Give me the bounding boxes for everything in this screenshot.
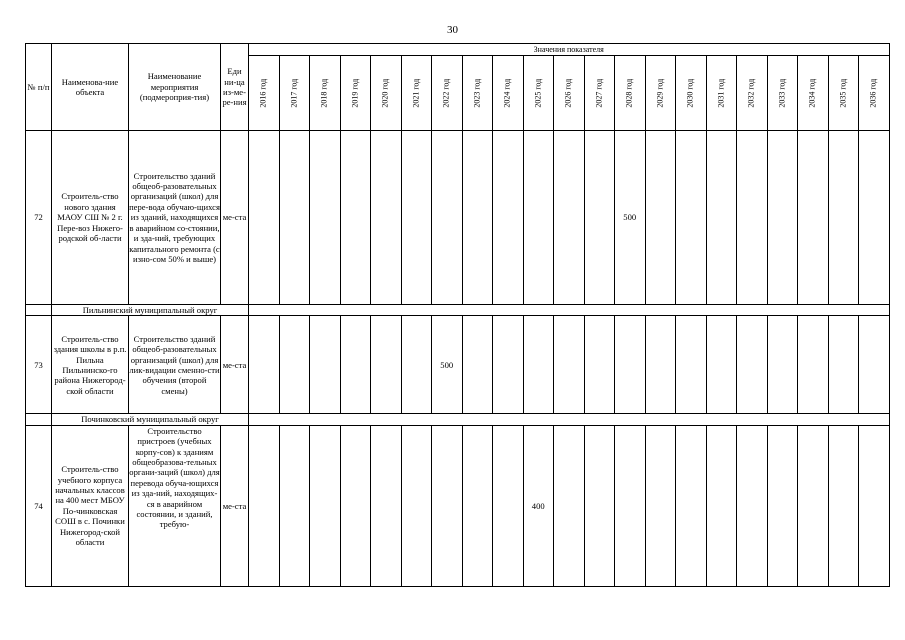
value-cell	[401, 425, 432, 586]
section-values-blank	[249, 414, 890, 425]
header-year-label: 2023 год	[472, 79, 482, 108]
value-cell	[432, 131, 463, 305]
section-values-blank	[249, 305, 890, 316]
value-cell	[279, 316, 310, 414]
value-cell	[523, 316, 554, 414]
value-cell	[615, 425, 646, 586]
row-num: 72	[26, 131, 52, 305]
header-event: Наименование мероприятия (подмероприя-тия)	[129, 44, 221, 131]
header-year-label: 2028 год	[624, 79, 634, 108]
value-cell	[371, 131, 402, 305]
value-cell	[462, 131, 493, 305]
value-cell	[676, 131, 707, 305]
value-cell	[828, 131, 859, 305]
row-object: Строитель-ство здания школы в р.п. Пильна Пильнинско-го района Нижегород-ской области	[52, 316, 129, 414]
header-year	[645, 56, 676, 131]
value-cell	[279, 131, 310, 305]
value-cell	[401, 316, 432, 414]
header-year	[249, 56, 280, 131]
value-cell	[249, 316, 280, 414]
value-cell	[584, 131, 615, 305]
value-cell	[676, 316, 707, 414]
value-cell	[767, 425, 798, 586]
value-cell	[493, 425, 524, 586]
value-cell	[340, 131, 371, 305]
header-year-label: 2019 год	[350, 79, 360, 108]
value-cell	[584, 425, 615, 586]
row-unit: ме-ста	[221, 316, 249, 414]
value-cell	[645, 316, 676, 414]
value-cell	[340, 425, 371, 586]
table-row	[26, 131, 890, 305]
header-year	[340, 56, 371, 131]
indicator-table	[25, 43, 890, 587]
row-event: Строительство зданий общеоб-разовательных организаций (школ) для пере-вода обучаю-щихся из зданий, находящихся в аварийном со-стоянии, и зда-ний, требующих капитального ремонта (с изно-сом 50% и выше)	[129, 131, 221, 305]
section-spacer	[26, 414, 52, 425]
value-cell	[371, 316, 402, 414]
table-row	[26, 316, 890, 414]
value-cell	[798, 316, 829, 414]
header-num: № п/п	[26, 44, 52, 131]
header-year-label: 2029 год	[655, 79, 665, 108]
header-year-label: 2017 год	[289, 79, 299, 108]
header-year	[584, 56, 615, 131]
header-year-label: 2027 год	[594, 79, 604, 108]
header-year	[371, 56, 402, 131]
value-cell	[615, 316, 646, 414]
value-cell	[859, 131, 890, 305]
value-cell	[767, 131, 798, 305]
header-year	[859, 56, 890, 131]
header-year	[706, 56, 737, 131]
value-cell	[706, 316, 737, 414]
value-cell	[462, 425, 493, 586]
value-cell	[859, 425, 890, 586]
value-cell	[249, 131, 280, 305]
value-cell	[310, 425, 341, 586]
header-year-label: 2031 год	[716, 79, 726, 108]
table-row	[26, 425, 890, 586]
header-year	[279, 56, 310, 131]
header-year-label: 2035 год	[838, 79, 848, 108]
row-num: 73	[26, 316, 52, 414]
row-object: Строитель-ство учебного корпуса начальных классов на 400 мест МБОУ По-чинковская СОШ в с. Починки Нижегород-ской области	[52, 425, 129, 586]
header-year-label: 2018 год	[319, 79, 329, 108]
value-cell	[523, 131, 554, 305]
header-year-label: 2024 год	[502, 79, 512, 108]
value-cell	[401, 131, 432, 305]
row-object: Строитель-ство нового здания МАОУ СШ № 2 г. Пере-воз Нижего-родской об-ласти	[52, 131, 129, 305]
value-cell	[645, 131, 676, 305]
row-unit: ме-ста	[221, 425, 249, 586]
value-cell: 500	[432, 316, 463, 414]
header-year-label: 2030 год	[685, 79, 695, 108]
header-year	[798, 56, 829, 131]
value-cell	[249, 425, 280, 586]
row-event-text: Строительство пристроев (учебных корпу-сов) к зданиям общеобразова-тельных органи-заций (школ) для перевода обуча-ющихся из зда-ний, находящих-ся в аварийном состоянии, и зданий, требую-	[129, 425, 220, 530]
value-cell	[554, 131, 585, 305]
value-cell	[706, 425, 737, 586]
value-cell	[554, 425, 585, 586]
value-cell	[310, 316, 341, 414]
header-object: Наименова-ние объекта	[52, 44, 129, 131]
value-cell	[767, 316, 798, 414]
page-number: 30	[447, 24, 458, 36]
header-unit: Еди ни-ца из-ме-ре-ния	[221, 44, 249, 131]
header-year-label: 2020 год	[380, 79, 390, 108]
row-event: Строительство зданий общеоб-разовательных организаций (школ) для лик-видации сменно-сти обучения (второй смены)	[129, 316, 221, 414]
value-cell	[584, 316, 615, 414]
value-cell	[493, 316, 524, 414]
value-cell	[493, 131, 524, 305]
value-cell	[432, 425, 463, 586]
header-year	[676, 56, 707, 131]
value-cell: 400	[523, 425, 554, 586]
header-year-label: 2036 год	[868, 79, 878, 108]
value-cell	[310, 131, 341, 305]
value-cell	[676, 425, 707, 586]
header-year	[767, 56, 798, 131]
value-cell	[737, 131, 768, 305]
value-cell	[279, 425, 310, 586]
header-year-label: 2021 год	[411, 79, 421, 108]
header-year	[493, 56, 524, 131]
value-cell	[706, 131, 737, 305]
value-cell	[798, 131, 829, 305]
value-cell	[340, 316, 371, 414]
value-cell	[554, 316, 585, 414]
header-year	[554, 56, 585, 131]
row-num: 74	[26, 425, 52, 586]
value-cell	[859, 316, 890, 414]
header-year	[828, 56, 859, 131]
section-title: Пильнинский муниципальный округ	[52, 305, 249, 316]
section-title: Починковский муниципальный округ	[52, 414, 249, 425]
row-unit: ме-ста	[221, 131, 249, 305]
header-year	[737, 56, 768, 131]
header-year	[432, 56, 463, 131]
header-year-label: 2022 год	[441, 79, 451, 108]
value-cell: 500	[615, 131, 646, 305]
value-cell	[828, 425, 859, 586]
header-year-label: 2034 год	[807, 79, 817, 108]
header-year-label: 2033 год	[777, 79, 787, 108]
header-year-label: 2032 год	[746, 79, 756, 108]
header-year	[523, 56, 554, 131]
value-cell	[737, 425, 768, 586]
value-cell	[371, 425, 402, 586]
value-cell	[828, 316, 859, 414]
header-year	[615, 56, 646, 131]
value-cell	[737, 316, 768, 414]
header-year	[401, 56, 432, 131]
header-year-label: 2025 год	[533, 79, 543, 108]
header-year	[310, 56, 341, 131]
header-year-label: 2026 год	[563, 79, 573, 108]
section-spacer	[26, 305, 52, 316]
value-cell	[645, 425, 676, 586]
value-cell	[798, 425, 829, 586]
header-year-label: 2016 год	[258, 79, 268, 108]
header-values: Значения показателя	[249, 44, 890, 56]
header-year	[462, 56, 493, 131]
row-event	[129, 425, 221, 586]
value-cell	[462, 316, 493, 414]
